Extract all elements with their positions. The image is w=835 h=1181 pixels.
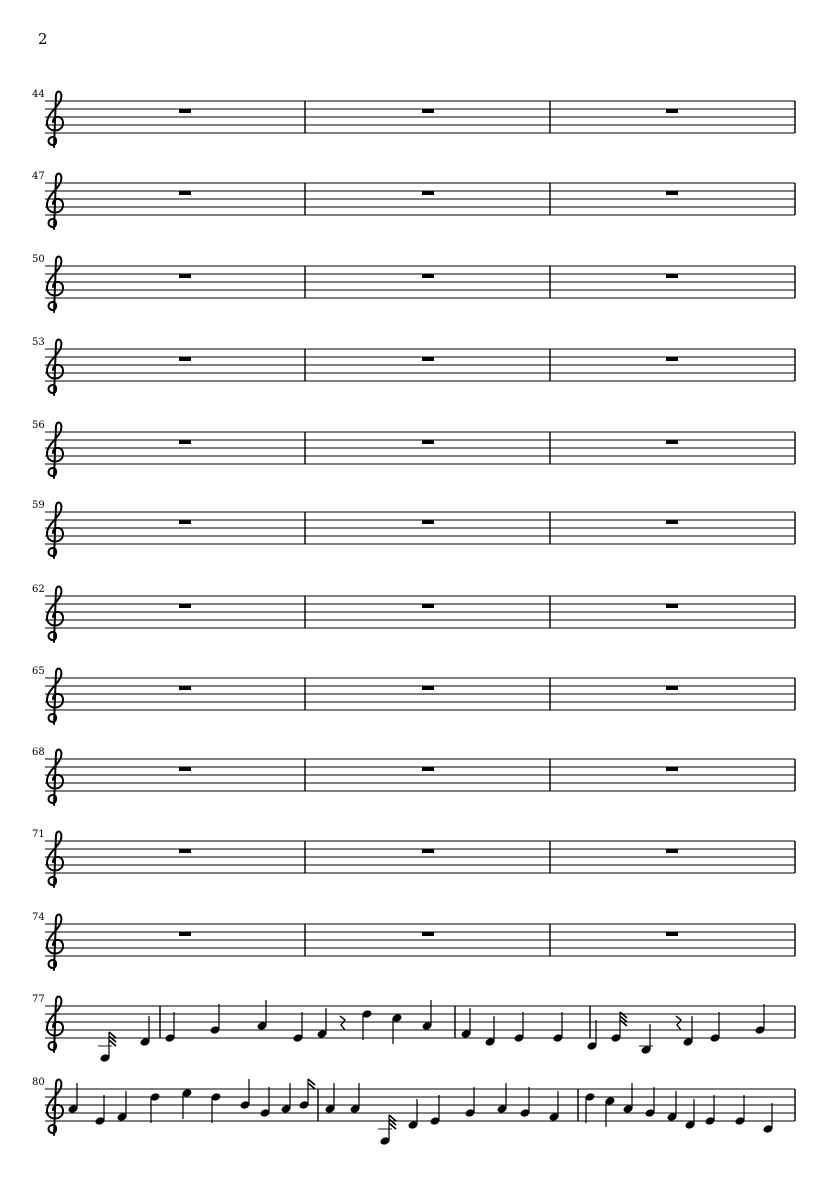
whole-rest xyxy=(422,274,434,278)
staff-system xyxy=(32,912,795,970)
staff-system xyxy=(32,829,795,887)
treble-clef-icon xyxy=(47,423,63,478)
staff-system xyxy=(32,420,795,478)
measure-number: 56 xyxy=(32,420,45,431)
whole-rest xyxy=(179,191,191,195)
staff-system xyxy=(32,337,795,395)
whole-rest xyxy=(422,109,434,113)
staff-system xyxy=(32,500,795,558)
whole-rest xyxy=(422,191,434,195)
staff-system xyxy=(32,171,795,229)
measure-number: 65 xyxy=(32,666,45,677)
treble-clef-icon xyxy=(47,1080,63,1135)
whole-rest xyxy=(666,440,678,444)
treble-clef-icon xyxy=(47,92,63,147)
whole-rest xyxy=(179,604,191,608)
whole-rest xyxy=(666,520,678,524)
measure-number: 59 xyxy=(32,500,45,511)
treble-clef-icon xyxy=(47,750,63,805)
whole-rest xyxy=(179,932,191,936)
measure-number: 68 xyxy=(32,747,45,758)
whole-rest xyxy=(179,274,191,278)
whole-rest xyxy=(666,357,678,361)
whole-rest xyxy=(422,520,434,524)
whole-rest xyxy=(666,109,678,113)
whole-rest xyxy=(666,767,678,771)
whole-rest xyxy=(179,767,191,771)
whole-rest xyxy=(666,191,678,195)
whole-rest xyxy=(422,604,434,608)
whole-rest xyxy=(179,440,191,444)
whole-rest xyxy=(422,686,434,690)
measure-number: 62 xyxy=(32,584,45,595)
staff-system xyxy=(32,666,795,724)
whole-rest xyxy=(666,604,678,608)
staff-system xyxy=(32,254,795,312)
measure-number: 80 xyxy=(32,1077,45,1088)
measure-number: 50 xyxy=(32,254,45,265)
whole-rest xyxy=(666,686,678,690)
measure-number: 74 xyxy=(32,912,45,923)
measure-number: 44 xyxy=(32,89,45,100)
whole-rest xyxy=(179,520,191,524)
treble-clef-icon xyxy=(47,587,63,642)
whole-rest xyxy=(666,849,678,853)
page-number: 2 xyxy=(38,30,48,48)
measure-number: 53 xyxy=(32,337,45,348)
staff-system xyxy=(32,1077,795,1146)
treble-clef-icon xyxy=(47,669,63,724)
measure-number: 71 xyxy=(32,829,45,840)
treble-clef-icon xyxy=(47,832,63,887)
eighth-rest xyxy=(676,1016,681,1030)
whole-rest xyxy=(422,357,434,361)
eighth-rest xyxy=(340,1016,345,1030)
whole-rest xyxy=(179,849,191,853)
measure-number: 77 xyxy=(32,994,45,1005)
whole-rest xyxy=(179,357,191,361)
staff-system xyxy=(32,747,795,805)
staff-system xyxy=(32,994,795,1063)
treble-clef-icon xyxy=(47,340,63,395)
treble-clef-icon xyxy=(47,257,63,312)
treble-clef-icon xyxy=(47,997,63,1052)
whole-rest xyxy=(422,849,434,853)
whole-rest xyxy=(666,932,678,936)
measure-number: 47 xyxy=(32,171,45,182)
treble-clef-icon xyxy=(47,503,63,558)
staff-system xyxy=(32,89,795,147)
whole-rest xyxy=(179,109,191,113)
whole-rest xyxy=(422,767,434,771)
staff-system xyxy=(32,584,795,642)
treble-clef-icon xyxy=(47,915,63,970)
whole-rest xyxy=(179,686,191,690)
whole-rest xyxy=(422,440,434,444)
treble-clef-icon xyxy=(47,174,63,229)
whole-rest xyxy=(666,274,678,278)
whole-rest xyxy=(422,932,434,936)
